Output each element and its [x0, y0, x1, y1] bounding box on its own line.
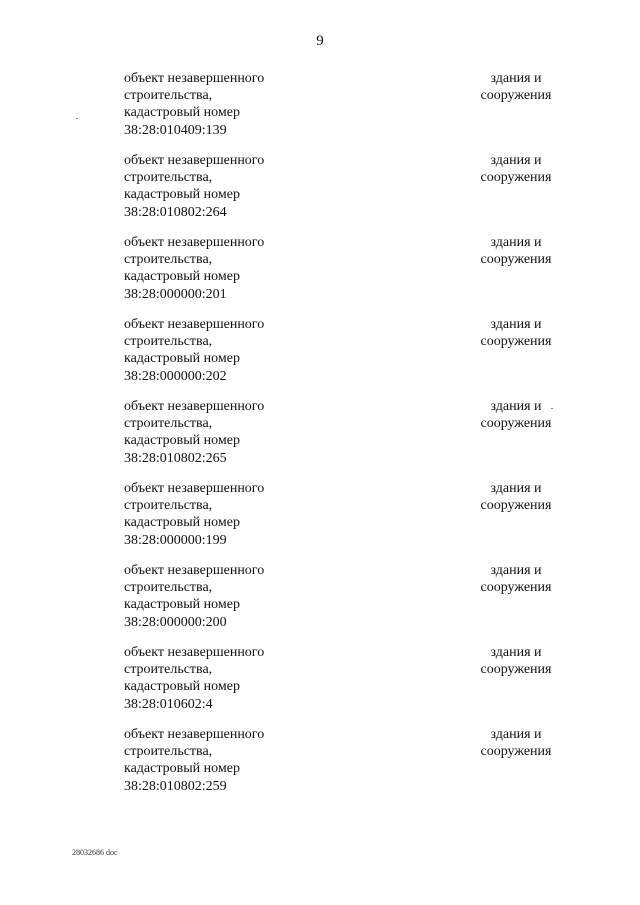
object-type [466, 70, 566, 104]
object-kind: объект незавершенного [124, 563, 265, 578]
list-item [0, 398, 640, 480]
cadastral-label: кадастровый номер [124, 351, 240, 367]
list-item [0, 234, 640, 316]
cadastral-number: 38:28:010802:264 [124, 204, 227, 220]
object-description [124, 644, 374, 713]
object-kind-cont: строительства, [124, 88, 213, 104]
object-kind: объект незавершенного [124, 399, 265, 414]
object-type-line2: сооружения [480, 498, 552, 514]
cadastral-label: кадастровый номер [124, 433, 240, 449]
list-item [0, 562, 640, 644]
object-type-line1: здания и [490, 563, 542, 578]
list-item [0, 480, 640, 562]
document-footer-code: 28032686 doc [72, 848, 118, 857]
cadastral-label: кадастровый номер [124, 761, 240, 777]
cadastral-number: 38:28:010602:4 [124, 696, 213, 712]
list-item [0, 316, 640, 398]
object-type-line1: здания и [490, 399, 542, 414]
entry-list [0, 70, 640, 808]
object-type-line1: здания и [490, 235, 542, 250]
object-kind: объект незавершенного [124, 727, 265, 742]
object-type-line1: здания и [490, 727, 542, 742]
object-type-line1: здания и [490, 71, 542, 86]
page-number: 9 [316, 33, 324, 49]
object-description [124, 398, 374, 467]
object-description [124, 726, 374, 795]
object-kind-cont: строительства, [124, 416, 213, 432]
object-type-line2: сооружения [480, 416, 552, 432]
object-description [124, 234, 374, 303]
list-item [0, 152, 640, 234]
cadastral-number: 38:28:000000:202 [124, 368, 227, 384]
object-type-line1: здания и [490, 481, 542, 496]
cadastral-label: кадастровый номер [124, 515, 240, 531]
object-kind-cont: строительства, [124, 580, 213, 596]
object-type-line2: сооружения [480, 252, 552, 268]
object-type [466, 562, 566, 596]
scan-speck [76, 118, 78, 119]
object-description [124, 480, 374, 549]
object-kind: объект незавершенного [124, 645, 265, 660]
cadastral-label: кадастровый номер [124, 679, 240, 695]
cadastral-number: 38:28:000000:201 [124, 286, 227, 302]
object-type-line1: здания и [490, 153, 542, 168]
object-kind: объект незавершенного [124, 481, 265, 496]
object-type [466, 644, 566, 678]
object-kind: объект незавершенного [124, 317, 265, 332]
list-item [0, 726, 640, 808]
object-type [466, 316, 566, 350]
object-kind: объект незавершенного [124, 71, 265, 86]
cadastral-label: кадастровый номер [124, 187, 240, 203]
object-type-line1: здания и [490, 317, 542, 332]
object-kind-cont: строительства, [124, 170, 213, 186]
cadastral-label: кадастровый номер [124, 597, 240, 613]
object-type [466, 398, 566, 432]
object-type-line2: сооружения [480, 88, 552, 104]
cadastral-number: 38:28:000000:200 [124, 614, 227, 630]
object-type [466, 152, 566, 186]
object-kind-cont: строительства, [124, 662, 213, 678]
object-type [466, 480, 566, 514]
object-type [466, 726, 566, 760]
cadastral-label: кадастровый номер [124, 105, 240, 121]
object-type-line2: сооружения [480, 334, 552, 350]
cadastral-number: 38:28:000000:199 [124, 532, 227, 548]
cadastral-number: 38:28:010409:139 [124, 122, 227, 138]
object-description [124, 70, 374, 139]
list-item [0, 70, 640, 152]
cadastral-number: 38:28:010802:259 [124, 778, 227, 794]
object-kind-cont: строительства, [124, 498, 213, 514]
object-kind-cont: строительства, [124, 252, 213, 268]
object-kind-cont: строительства, [124, 334, 213, 350]
object-description [124, 316, 374, 385]
cadastral-label: кадастровый номер [124, 269, 240, 285]
object-type-line2: сооружения [480, 580, 552, 596]
list-item [0, 644, 640, 726]
cadastral-number: 38:28:010802:265 [124, 450, 227, 466]
object-kind-cont: строительства, [124, 744, 213, 760]
object-description [124, 562, 374, 631]
object-type-line2: сооружения [480, 662, 552, 678]
object-description [124, 152, 374, 221]
object-type-line1: здания и [490, 645, 542, 660]
object-type [466, 234, 566, 268]
object-kind: объект незавершенного [124, 153, 265, 168]
scan-speck [551, 408, 553, 409]
object-type-line2: сооружения [480, 170, 552, 186]
object-type-line2: сооружения [480, 744, 552, 760]
object-kind: объект незавершенного [124, 235, 265, 250]
